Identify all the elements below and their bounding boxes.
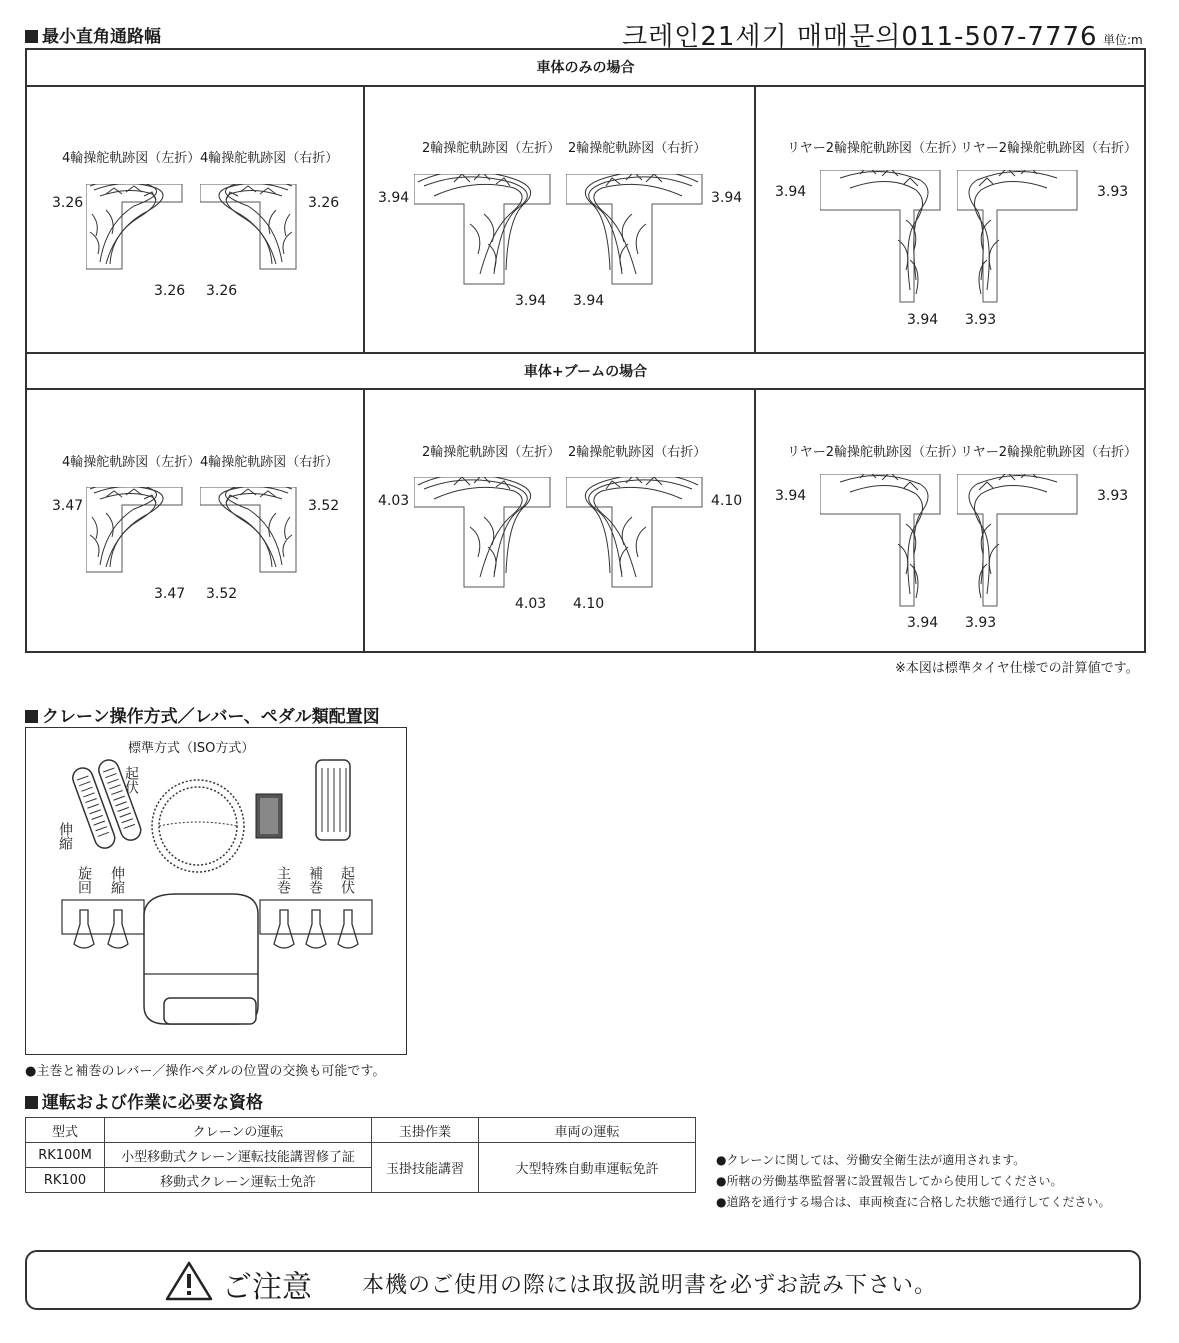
width-value: 3.26	[308, 195, 340, 211]
width-value: 3.94	[907, 312, 939, 328]
divider	[754, 87, 756, 352]
korean-contact: 크레인21세기 매매문의011-507-7776	[622, 22, 1098, 52]
width-value: 3.94	[378, 190, 410, 206]
label-kifuku-pedal: 起伏	[123, 766, 139, 794]
caution-title: ご注意	[222, 1270, 312, 1305]
unit-label: 単位:m	[1103, 33, 1143, 47]
crane-cell: 移動式クレーン運転士免許	[105, 1168, 372, 1193]
qualification-note: ●クレーンに関しては、労働安全衛生法が適用されます。	[716, 1153, 1026, 1167]
trajectory-two-left-diagram	[414, 477, 554, 592]
square-bullet-icon	[25, 30, 38, 43]
lever-note: ●主巻と補巻のレバー／操作ペダルの位置の交換も可能です。	[25, 1064, 386, 1079]
caption-two-left: 2輪操舵軌跡図（左折）	[422, 141, 561, 156]
band-body-only: 車体のみの場合	[27, 50, 1144, 87]
caption-rear-right: リヤー2輪操舵軌跡図（右折）	[960, 141, 1138, 156]
width-value: 3.47	[154, 586, 186, 602]
qualification-note: ●所轄の労働基準監督署に設置報告してから使用してください。	[716, 1174, 1063, 1188]
divider	[754, 390, 756, 653]
caption-four-right: 4輪操舵軌跡図（右折）	[200, 151, 339, 166]
width-value: 3.52	[308, 498, 340, 514]
label-kifuku: 起伏	[339, 866, 355, 894]
divider	[363, 390, 365, 653]
square-bullet-icon	[25, 710, 38, 723]
caption-four-left: 4輪操舵軌跡図（左折）	[62, 455, 201, 470]
trajectory-rear-left-diagram	[820, 474, 944, 612]
footnote: ※本図は標準タイヤ仕様での計算値です。	[895, 661, 1139, 676]
caption-four-right: 4輪操舵軌跡図（右折）	[200, 455, 339, 470]
trajectory-four-left-diagram	[86, 487, 186, 579]
header-model: 型式	[26, 1118, 105, 1143]
lever-section-title: クレーン操作方式／レバー、ペダル類配置図	[25, 702, 380, 727]
label-shumaki: 主巻	[275, 866, 291, 894]
width-value: 3.93	[965, 615, 997, 631]
label-homaki: 補巻	[307, 866, 323, 894]
width-value: 4.10	[711, 493, 743, 509]
trajectory-rear-right-diagram	[957, 170, 1081, 308]
tamakake-cell: 玉掛技能講習	[372, 1143, 479, 1193]
width-value: 4.03	[515, 596, 547, 612]
qualification-table	[25, 1117, 696, 1193]
width-value: 3.47	[52, 498, 84, 514]
model-cell: RK100M	[26, 1143, 105, 1168]
model-cell: RK100	[26, 1168, 105, 1193]
caption-two-right: 2輪操舵軌跡図（右折）	[568, 445, 707, 460]
square-bullet-icon	[25, 1096, 38, 1109]
qualification-title: 運転および作業に必要な資格	[25, 1088, 263, 1113]
width-value: 3.94	[515, 293, 547, 309]
diagram-title: 標準方式（ISO方式）	[128, 741, 255, 756]
label-senkai: 旋回	[76, 866, 92, 894]
width-value: 3.94	[711, 190, 743, 206]
crane-cell: 小型移動式クレーン運転技能講習修了証	[105, 1143, 372, 1168]
width-value: 3.93	[1097, 488, 1129, 504]
label-shinshuku: 伸縮	[109, 866, 125, 894]
table-row	[26, 1143, 696, 1168]
width-value: 3.26	[206, 283, 238, 299]
vehicle-cell: 大型特殊自動車運転免許	[479, 1143, 696, 1193]
header-crane: クレーンの運転	[105, 1118, 372, 1143]
width-value: 4.03	[378, 493, 410, 509]
width-value: 3.94	[907, 615, 939, 631]
trajectory-rear-left-diagram	[820, 170, 944, 308]
trajectory-two-right-diagram	[566, 174, 706, 289]
trajectory-four-right-diagram	[200, 487, 300, 579]
turning-width-title: 最小直角通路幅	[25, 22, 161, 47]
width-value: 3.26	[154, 283, 186, 299]
warning-icon	[164, 1260, 214, 1302]
caption-rear-left: リヤー2輪操舵軌跡図（左折）	[787, 445, 965, 460]
divider	[363, 87, 365, 352]
trajectory-four-right-diagram	[200, 184, 300, 274]
width-value: 3.94	[573, 293, 605, 309]
label-shinshuku-pedal: 伸縮	[57, 822, 73, 850]
caption-two-right: 2輪操舵軌跡図（右折）	[568, 141, 707, 156]
caption-two-left: 2輪操舵軌跡図（左折）	[422, 445, 561, 460]
width-value: 3.94	[775, 184, 807, 200]
trajectory-four-left-diagram	[86, 184, 186, 274]
caption-four-left: 4輪操舵軌跡図（左折）	[62, 151, 201, 166]
header-vehicle: 車両の運転	[479, 1118, 696, 1143]
table-header-row	[26, 1118, 696, 1143]
caption-rear-right: リヤー2輪操舵軌跡図（右折）	[960, 445, 1138, 460]
width-value: 4.10	[573, 596, 605, 612]
header-tamakake: 玉掛作業	[372, 1118, 479, 1143]
width-value: 3.52	[206, 586, 238, 602]
trajectory-two-left-diagram	[414, 174, 554, 289]
caption-rear-left: リヤー2輪操舵軌跡図（左折）	[787, 141, 965, 156]
trajectory-rear-right-diagram	[957, 474, 1081, 612]
width-value: 3.93	[965, 312, 997, 328]
width-value: 3.94	[775, 488, 807, 504]
trajectory-two-right-diagram	[566, 477, 706, 592]
band-body-boom: 車体+ブームの場合	[27, 354, 1144, 390]
caution-text: 本機のご使用の際には取扱説明書を必ずお読み下さい。	[362, 1273, 938, 1298]
qualification-note: ●道路を通行する場合は、車両検査に合格した状態で通行してください。	[716, 1195, 1111, 1209]
width-value: 3.26	[52, 195, 84, 211]
width-value: 3.93	[1097, 184, 1129, 200]
